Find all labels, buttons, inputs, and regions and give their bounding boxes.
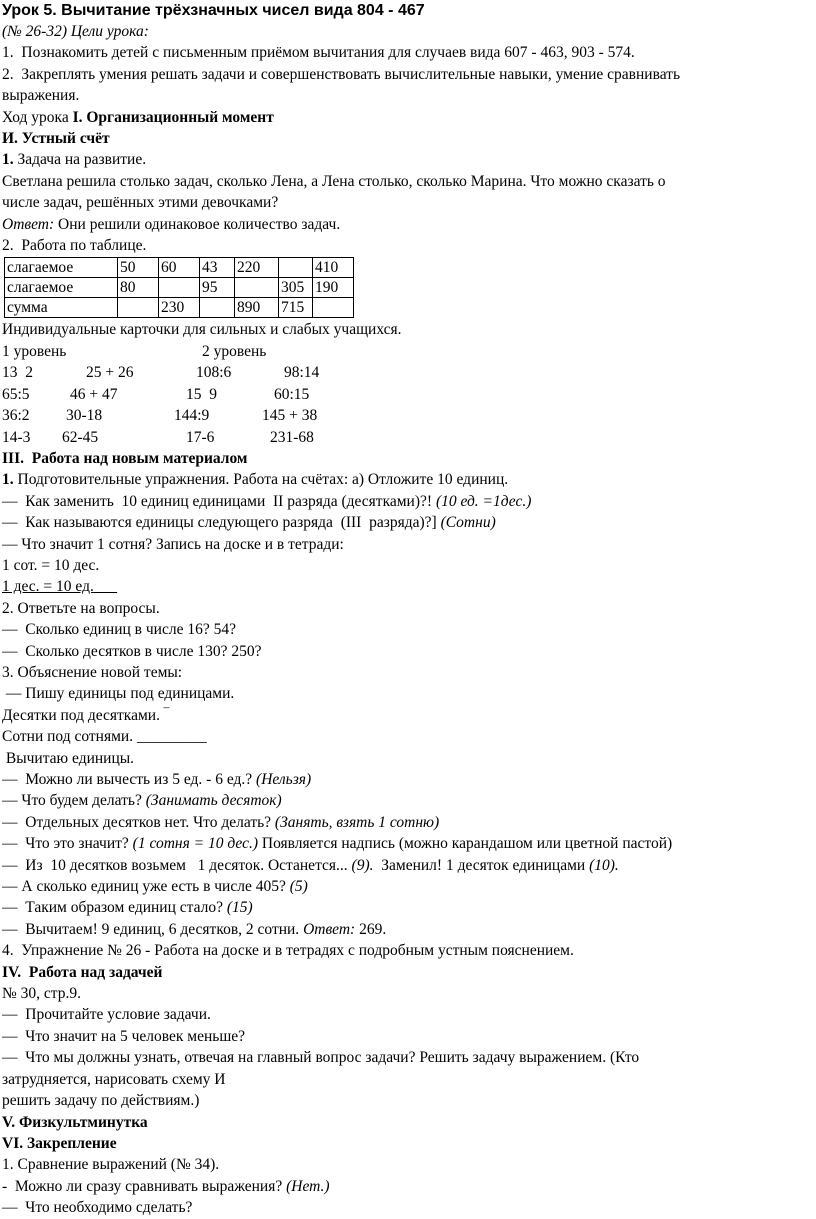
table-cell: 60 xyxy=(159,258,200,278)
level-1: 1 уровень xyxy=(2,342,67,360)
answer-line xyxy=(2,214,816,235)
question-line xyxy=(2,491,816,512)
table-cell xyxy=(313,298,354,318)
answer-text: Они решили одинаковое количество задач. xyxy=(54,215,341,233)
dialog-answer: (10). xyxy=(589,856,619,874)
dialog-text: — А сколько единиц уже есть в числе 405? xyxy=(2,878,290,896)
task-1-num: 1. xyxy=(2,151,14,169)
answer-label: Ответ: xyxy=(2,215,55,233)
question-answer: (10 ед. =1дес.) xyxy=(435,492,532,510)
cards-row xyxy=(2,427,816,448)
prep-line xyxy=(2,469,816,490)
section-1-heading: I. Организационный момент xyxy=(72,108,274,126)
consolidation-line: 1. Сравнение выражений (№ 34). xyxy=(2,1156,220,1174)
card-cell: 145 + 38 xyxy=(262,407,318,425)
table-cell: 43 xyxy=(200,258,235,278)
question-text: — Как заменить 10 единиц единицами II разряда (десятками)?! xyxy=(2,492,436,510)
aim-1: 1. Познакомить детей с письменным приёмом вычитания для случаев вида 607 - 463, 903 - 574. xyxy=(2,44,635,62)
dialog-answer: (15) xyxy=(226,899,253,917)
card-cell: 62-45 xyxy=(62,428,99,446)
question-line: — Что значит 1 сотня? Запись на доске и в тетради: xyxy=(2,535,344,553)
cards-row xyxy=(2,384,816,405)
table-cell: 80 xyxy=(118,278,159,298)
dialog-text: — Из 10 десятков возьмем 1 десяток. Останется... xyxy=(2,856,352,874)
table-title: 2. Работа по таблице. xyxy=(2,237,147,255)
question-line: — Сколько десятков в числе 130? 250? xyxy=(2,642,262,660)
table-cell: 410 xyxy=(313,258,354,278)
dialog-line xyxy=(2,897,816,918)
equation-2-underline xyxy=(94,578,117,595)
dialog-answer-label: Ответ: xyxy=(303,920,356,938)
section-4-heading: IV. Работа над задачей xyxy=(2,963,163,981)
course-line xyxy=(2,107,816,128)
course-label: Ход урока xyxy=(2,108,73,126)
table-cell xyxy=(118,298,159,318)
dialog-line xyxy=(2,919,816,940)
table-cell: 305 xyxy=(279,278,313,298)
dialog-line xyxy=(2,855,816,876)
dialog-text: Появляется надпись (можно карандашом или цветной пастой) xyxy=(258,835,673,853)
dialog-text: 269. xyxy=(355,920,387,938)
levels-line xyxy=(2,341,816,362)
section-3-heading: III. Работа над новым материалом xyxy=(2,449,248,467)
section-6-heading: VI. Закрепление xyxy=(2,1134,117,1152)
equation-1: 1 сот. = 10 дес. xyxy=(2,556,100,574)
level-2: 2 уровень xyxy=(202,342,267,360)
table-cell: 190 xyxy=(313,278,354,298)
task-question: — Прочитайте условие задачи. xyxy=(2,1006,211,1024)
task-question-cont: затрудняется, нарисовать схему И xyxy=(2,1070,226,1088)
table-row xyxy=(5,298,354,318)
dialog-text: Заменил! 1 десяток единицами xyxy=(373,856,590,874)
equation-2: 1 дес. = 10 ед. xyxy=(2,578,94,596)
dialog-text: — Что это значит? xyxy=(2,835,133,853)
dialog-answer: (Занимать десяток) xyxy=(145,792,282,810)
dialog-text: — Таким образом единиц стало? xyxy=(2,899,227,917)
explain-title: 3. Объяснение новой темы: xyxy=(2,663,183,681)
dialog-text: — Можно ли вычесть из 5 ед. - 6 ед.? xyxy=(2,771,257,788)
table-row xyxy=(5,258,354,278)
task-question: — Что мы должны узнать, отвечая на главный вопрос задачи? Решить задачу выражением. (Кто xyxy=(2,1049,640,1067)
cards-row xyxy=(2,405,816,426)
exercise-line: 4. Упражнение № 26 - Работа на доске и в тетрадях с подробным устным пояснением. xyxy=(2,942,574,960)
section-2-heading: И. Устный счёт xyxy=(2,130,110,148)
explain-line: Сотни под сотнями. _________ xyxy=(2,728,207,746)
dialog-answer: (1 сотня = 10 дес.) xyxy=(132,835,258,853)
dialog-line xyxy=(2,833,816,854)
dialog-line xyxy=(2,790,816,811)
consolidation-text: - Можно ли сразу сравнивать выражения? xyxy=(2,1177,287,1195)
task-reference: № 30, стр.9. xyxy=(2,985,82,1003)
lesson-title: Урок 5. Вычитание трёхзначных чисел вида 804 - 467 xyxy=(2,2,425,19)
card-cell: 25 + 26 xyxy=(86,364,134,382)
card-cell: 17-6 xyxy=(186,428,215,446)
prep-text: Подготовительные упражнения. Работа на счётах: а) Отложите 10 единиц. xyxy=(13,471,509,489)
table-cell xyxy=(159,278,200,298)
card-cell: 30-18 xyxy=(66,407,103,425)
table-cell: слагаемое xyxy=(5,258,118,278)
task-question-cont: решить задачу по действиям.) xyxy=(2,1092,200,1110)
cards-row xyxy=(2,362,816,383)
card-cell: 108:6 xyxy=(196,364,232,382)
dialog-answer: (Занять, взять 1 сотню) xyxy=(274,813,440,831)
explain-line: Вычитаю единицы. xyxy=(2,749,135,767)
table-cell: 50 xyxy=(118,258,159,278)
question-text: — Как называются единицы следующего разряда (III разряда)?] xyxy=(2,514,441,532)
table-row xyxy=(5,278,354,298)
dialog-answer: (Нельзя) xyxy=(256,771,312,788)
dialog-text: — Вычитаем! 9 единиц, 6 десятков, 2 сотни. xyxy=(2,920,304,938)
consolidation-line: — Что необходимо сделать? xyxy=(2,1199,193,1217)
dialog-answer: (9). xyxy=(351,856,374,874)
cards-title: Индивидуальные карточки для сильных и слабых учащихся. xyxy=(2,321,402,339)
card-cell: 60:15 xyxy=(274,385,310,403)
task-1-text: Задача на развитие. xyxy=(13,151,147,169)
task-question: — Что значит на 5 человек меньше? xyxy=(2,1027,246,1045)
card-cell: 36:2 xyxy=(2,407,30,425)
dialog-line xyxy=(2,876,816,897)
table-cell xyxy=(200,298,235,318)
card-cell: 14-3 xyxy=(2,428,31,446)
task-1-body-2: числе задач, решённых этими девочками? xyxy=(2,194,279,212)
table-cell: 95 xyxy=(200,278,235,298)
table-cell xyxy=(235,278,279,298)
consolidation-line xyxy=(2,1176,816,1197)
dialog-text: — Что будем делать? xyxy=(2,792,146,810)
card-cell: 98:14 xyxy=(284,364,320,382)
aim-2: 2. Закреплять умения решать задачи и совершенствовать вычислительные навыки, умение сравнивать xyxy=(2,65,681,83)
dialog-text: — Отдельных десятков нет. Что делать? xyxy=(2,813,275,831)
question-line: — Сколько единиц в числе 16? 54? xyxy=(2,621,236,639)
card-cell: 231-68 xyxy=(270,428,314,446)
task-1-line xyxy=(2,149,816,170)
table-cell: 220 xyxy=(235,258,279,278)
card-cell: 144:9 xyxy=(174,407,210,425)
equation-2-line xyxy=(2,576,816,597)
table-cell: 715 xyxy=(279,298,313,318)
explain-line: — Пишу единицы под единицами. xyxy=(2,685,235,703)
prep-num: 1. xyxy=(2,471,14,489)
task-1-body-1: Светлана решила столько задач, сколько Лена, а Лена столько, сколько Марина. Что можно сказать о xyxy=(2,172,666,190)
consolidation-answer: (Нет.) xyxy=(286,1177,330,1195)
sum-table xyxy=(4,257,354,318)
card-cell: 15 9 xyxy=(186,385,217,403)
answer-questions-title: 2. Ответьте на вопросы. xyxy=(2,599,160,617)
table-cell: слагаемое xyxy=(5,278,118,298)
table-cell: 230 xyxy=(159,298,200,318)
table-cell xyxy=(279,258,313,278)
card-cell: 46 + 47 xyxy=(70,385,118,403)
section-5-heading: V. Физкультминутка xyxy=(2,1113,148,1131)
table-cell: сумма xyxy=(5,298,118,318)
card-cell: 13 2 xyxy=(2,364,33,382)
dialog-answer: (5) xyxy=(289,878,308,896)
dialog-line xyxy=(2,769,816,790)
question-line xyxy=(2,512,816,533)
card-cell: 65:5 xyxy=(2,385,30,403)
question-answer: (Сотни) xyxy=(440,514,496,532)
table-cell: 890 xyxy=(235,298,279,318)
aims-label: (№ 26-32) Цели урока: xyxy=(2,23,149,40)
aim-2-cont: выражения. xyxy=(2,87,80,105)
dialog-line xyxy=(2,812,816,833)
explain-line: Десятки под десятками. ‾ xyxy=(2,706,169,724)
